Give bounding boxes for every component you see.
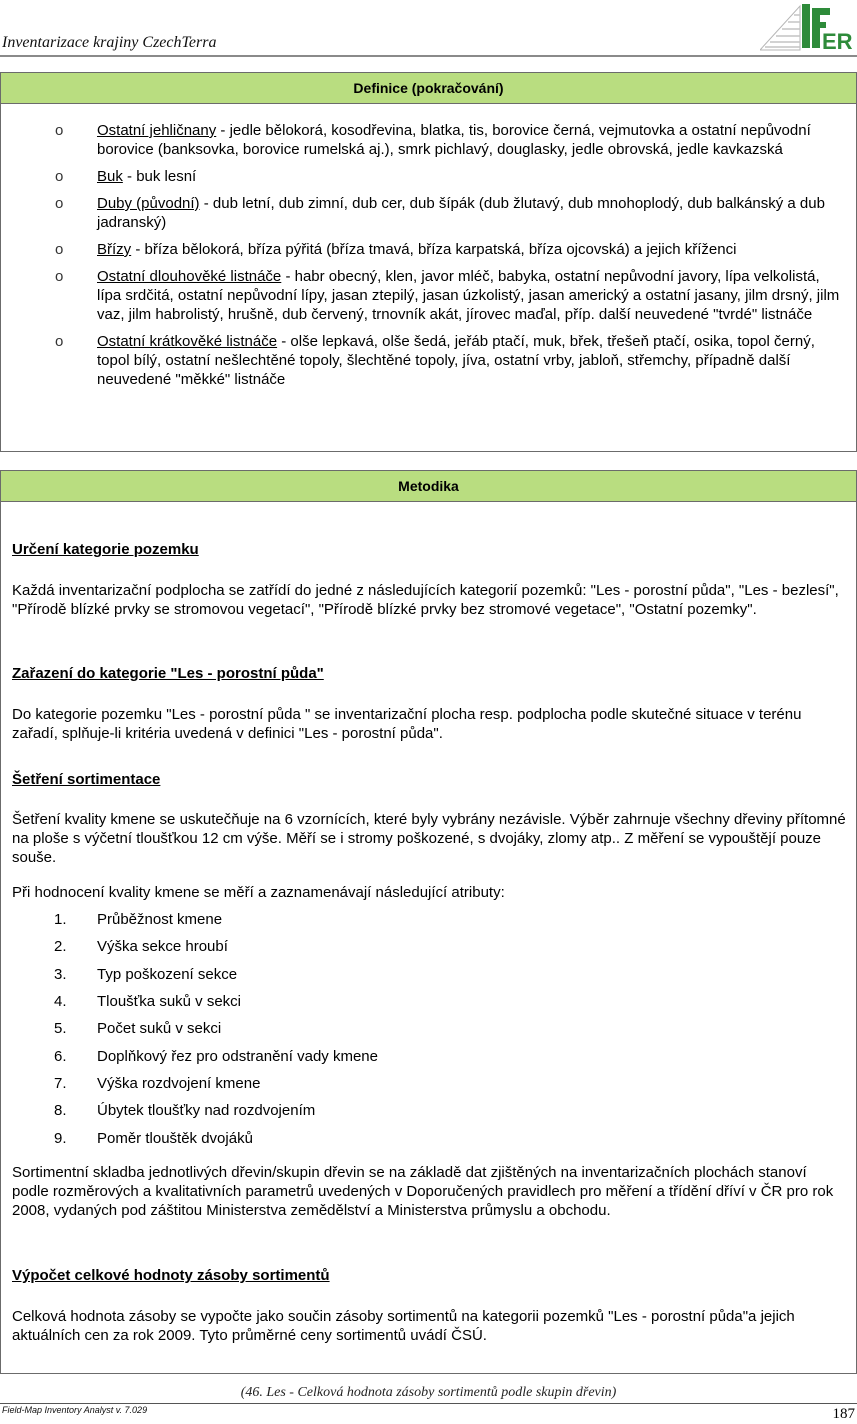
bullet-icon: o — [55, 333, 64, 350]
attribute-item: 9. Poměr tlouštěk dvojáků — [54, 1130, 253, 1147]
subsection-title-assortment-survey: Šetření sortimentace — [12, 771, 161, 788]
attribute-item: 3. Typ poškození sekce — [54, 966, 238, 983]
paragraph-land-category: Každá inventarizační podplocha se zatřídí do jedné z následujících kategorií pozemků: "Les - porostní půda", "Les - bezlesí", "Přírodě blízké prvky se stromovou vegetací", "Přírodě blízké prvky bez stromové vegetace", "Ostatní pozemky". — [12, 582, 839, 618]
software-version: Field-Map Inventory Analyst v. 7.029 — [2, 1405, 148, 1415]
svg-text:ER: ER — [822, 29, 853, 52]
attribute-item: 6. Doplňkový řez pro odstranění vady kmene — [54, 1048, 378, 1065]
bullet-icon: o — [55, 122, 64, 139]
methodology-section — [0, 470, 857, 1374]
attributes-intro: Při hodnocení kvality kmene se měří a zaznamenávají následující atributy: — [12, 884, 505, 901]
attribute-item: 4. Tloušťka suků v sekci — [54, 993, 242, 1010]
page-number: 187 — [832, 1406, 855, 1422]
list-item — [1, 240, 856, 259]
definition-text: - habr obecný, klen, javor mléč, babyka, ostatní nepůvodní javory, lípa velkolistá, lípa srdčitá, ostatní nepůvodní lípy, jasan ztepilý, jasan úzkolistý, jasan americký a ostatní jasany, jilm drsný, jilm vaz, jilm habrolistý, hrušně, dub červený, trnovník akát, jírovec maďal, příp. další neuvedené "tvrdé" listnáče — [97, 268, 840, 323]
list-item — [1, 121, 856, 159]
definition-text: - dub letní, dub zimní, dub cer, dub šípák (dub žlutavý, dub mnohoplodý, dub balkánský a dub jadranský) — [97, 195, 825, 231]
bullet-icon: o — [55, 195, 64, 212]
document-title: Inventarizace krajiny CzechTerra — [2, 34, 217, 51]
figure-caption: (46. Les - Celková hodnota zásoby sortimentů podle skupin dřevin) — [240, 1385, 617, 1400]
section-heading-definitions: Definice (pokračování) — [1, 73, 856, 104]
bullet-icon: o — [55, 241, 64, 258]
attribute-item: 2. Výška sekce hroubí — [54, 938, 228, 955]
header-divider — [0, 55, 857, 57]
term: Ostatní dlouhověké listnáče — [97, 268, 282, 285]
definition-text: - olše lepkavá, olše šedá, jeřáb ptačí, muk, břek, třešeň ptačí, osika, topol černý, topol bílý, ostatní nešlechtěné topoly, šlechtěné topoly, jíva, ostatní vrby, jabloň, střemchy, případně další neuvedené "měkké" listnáče — [97, 333, 815, 388]
paragraph-assortment-composition: Sortimentní skladba jednotlivých dřevin/skupin dřevin se na základě dat zjištěných na inventarizačních plochách stanoví podle rozměrových a kvalitativních parametrů uvedených v Doporučených pravidlech pro měření a třídění dříví v ČR pro rok 2008, vydaných pod záštitou Ministerstva zemědělství a Ministerstva průmyslu a obchodu. — [12, 1164, 834, 1219]
definition-text: - buk lesní — [122, 168, 197, 185]
paragraph-total-value: Celková hodnota zásoby se vypočte jako součin zásoby sortimentů na kategorii pozemků "Les - porostní půda"a jejich aktuálních cen za rok 2009. Tyto průměrné ceny sortimentů uvádí ČSÚ. — [12, 1308, 795, 1344]
term: Buk — [97, 168, 123, 185]
section-heading-methodology: Metodika — [1, 471, 856, 502]
term: Duby (původní) — [97, 195, 200, 212]
attribute-item: 1. Průběžnost kmene — [54, 911, 223, 928]
definitions-section — [0, 72, 857, 452]
bullet-icon: o — [55, 268, 64, 285]
term: Ostatní jehličnany — [97, 122, 217, 139]
attribute-item: 7. Výška rozdvojení kmene — [54, 1075, 261, 1092]
attribute-item: 8. Úbytek tloušťky nad rozdvojením — [54, 1102, 316, 1119]
paragraph-forest-classification: Do kategorie pozemku "Les - porostní půda " se inventarizační plocha resp. podplocha podle skutečné situace v terénu zařadí, splňuje-li kritéria uvedená v definici "Les - porostní půda". — [12, 706, 802, 742]
paragraph-assortment-survey: Šetření kvality kmene se uskutečňuje na 6 vzornících, které byly vybrány nezávisle. Výběr zahrnuje všechny dřeviny přítomné na ploše s výčetní tloušťkou 12 cm výše. Měří se i stromy poškozené, s dvojáky, zlomy atp.. Z měření se vypouštějí pouze souše. — [12, 811, 846, 866]
list-item — [1, 167, 856, 186]
term: Břízy — [97, 241, 132, 258]
term: Ostatní krátkověké listnáče — [97, 333, 278, 350]
list-item — [1, 332, 856, 389]
subsection-title-land-category: Určení kategorie pozemku — [12, 541, 199, 558]
attribute-item: 5. Počet suků v sekci — [54, 1020, 222, 1037]
list-item — [1, 267, 856, 324]
ifer-logo-icon — [760, 2, 855, 52]
definition-text: - jedle bělokorá, kosodřevina, blatka, tis, borovice černá, vejmutovka a ostatní nepůvodní borovice (banksovka, borovice rumelská aj.), smrk pichlavý, douglasky, jedle obrovská, jedle kavkazská — [97, 122, 811, 158]
subsection-title-total-value: Výpočet celkové hodnoty zásoby sortimentů — [12, 1267, 330, 1284]
species-group-list — [1, 121, 856, 397]
list-item — [1, 194, 856, 232]
definition-text: - bříza bělokorá, bříza pýřitá (bříza tmavá, bříza karpatská, bříza ojcovská) a jejich kříženci — [131, 241, 737, 258]
footer-divider — [0, 1403, 857, 1404]
bullet-icon: o — [55, 168, 64, 185]
subsection-title-forest-classification: Zařazení do kategorie "Les - porostní půda" — [12, 665, 324, 682]
